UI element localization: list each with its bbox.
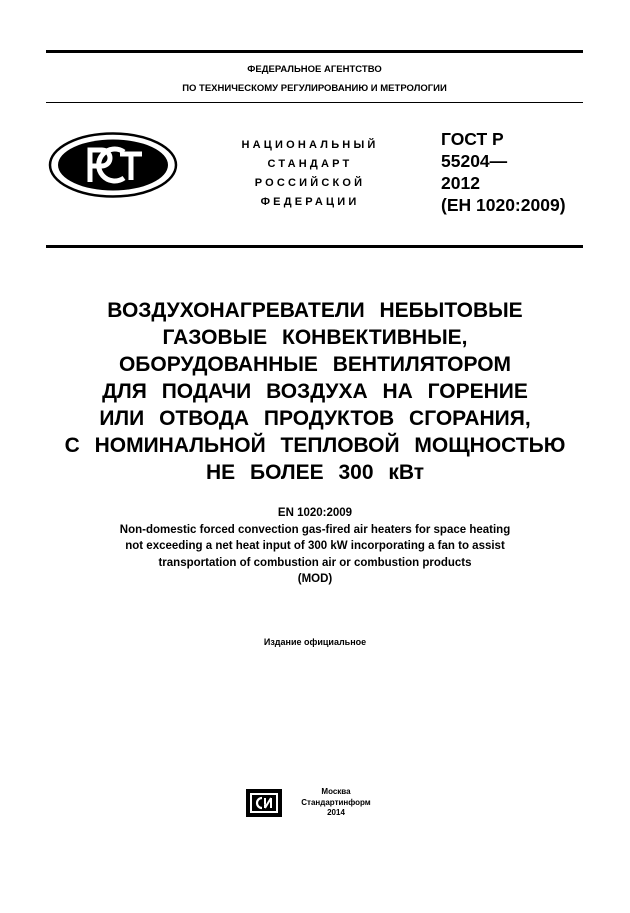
publisher-logo-text: СИ xyxy=(264,805,266,806)
section-rule xyxy=(46,245,583,248)
title-line: ИЛИ ОТВОДА ПРОДУКТОВ СГОРАНИЯ, xyxy=(99,407,531,430)
title-line: ГАЗОВЫЕ КОНВЕКТИВНЫЕ, xyxy=(162,326,468,349)
designation-line-1: ГОСТ Р xyxy=(441,129,504,149)
en-modification-note: (MOD) xyxy=(297,573,333,585)
en-title-line-2: not exceeding a net heat input of 300 kW incorporating a fan to assist xyxy=(125,540,505,552)
header-rule xyxy=(46,102,583,103)
designation-line-3: 2012 xyxy=(441,173,480,193)
en-title-line-1: Non-domestic forced convection gas-fired air heaters for space heating xyxy=(119,523,511,536)
document-title xyxy=(30,297,600,486)
agency-line-2: ПО ТЕХНИЧЕСКОМУ РЕГУЛИРОВАНИЮ И МЕТРОЛОГИИ xyxy=(182,83,447,94)
english-title-block xyxy=(40,505,590,588)
publication-year: 2014 xyxy=(327,808,345,817)
standartinform-logo-icon xyxy=(246,789,282,817)
title-line: ВОЗДУХОНАГРЕВАТЕЛИ НЕБЫТОВЫЕ xyxy=(107,299,523,322)
title-line: С НОМИНАЛЬНОЙ ТЕПЛОВОЙ МОЩНОСТЬЮ xyxy=(64,434,566,457)
national-standard-line-1: НАЦИОНАЛЬНЫЙ xyxy=(241,139,379,151)
rst-logo-icon xyxy=(48,132,178,198)
standard-designation xyxy=(441,128,591,216)
designation-line-4: (ЕН 1020:2009) xyxy=(441,195,566,215)
title-line: ОБОРУДОВАННЫЕ ВЕНТИЛЯТОРОМ xyxy=(118,353,512,376)
publisher-name: Стандартинформ xyxy=(301,797,371,807)
rst-logo-text: РСТ xyxy=(112,172,114,173)
designation-line-2: 55204— xyxy=(441,151,508,171)
agency-header xyxy=(46,60,583,98)
publisher-city: Москва xyxy=(321,787,351,796)
national-standard-line-3: РОССИЙСКОЙ xyxy=(254,177,366,189)
national-standard-label xyxy=(218,136,402,212)
en-standard-code: EN 1020:2009 xyxy=(277,507,353,519)
top-rule xyxy=(46,50,583,53)
national-standard-line-4: ФЕДЕРАЦИИ xyxy=(260,196,360,208)
en-title-line-3: transportation of combustion air or combustion products xyxy=(158,556,472,569)
agency-line-1: ФЕДЕРАЛЬНОЕ АГЕНТСТВО xyxy=(247,64,382,75)
national-standard-line-2: СТАНДАРТ xyxy=(267,158,353,170)
publisher-block xyxy=(292,787,380,819)
edition-label: Издание официальное xyxy=(263,637,367,647)
title-line: ДЛЯ ПОДАЧИ ВОЗДУХА НА ГОРЕНИЕ xyxy=(102,380,528,403)
title-line: НЕ БОЛЕЕ 300 кВт xyxy=(205,461,425,484)
